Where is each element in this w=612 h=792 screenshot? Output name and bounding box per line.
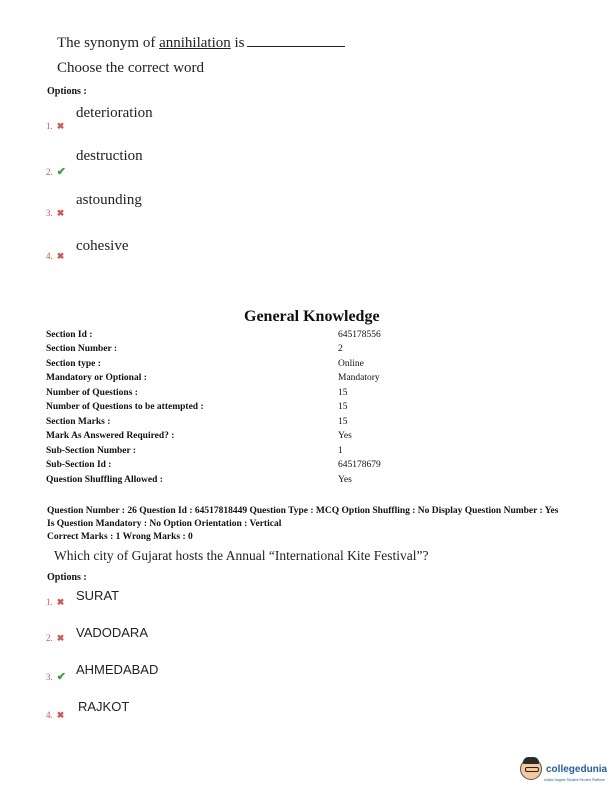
q1-option-3-text: astounding — [76, 192, 142, 208]
subsection-id-label: Sub-Section Id : — [46, 460, 112, 470]
section-title: General Knowledge — [244, 308, 380, 325]
mark-answered-label: Mark As Answered Required? : — [46, 431, 175, 441]
q26-option-4-text: RAJKOT — [78, 699, 130, 714]
q1-option-4-text: cohesive — [76, 238, 129, 254]
logo-wordmark: collegedunia — [546, 763, 608, 775]
collegedunia-logo — [520, 758, 607, 782]
cross-icon: ✖ — [56, 208, 65, 218]
question-26-marks: Correct Marks : 1 Wrong Marks : 0 — [47, 532, 193, 542]
question-1-text — [57, 34, 345, 52]
q1-option-2-number: 2. ✔ — [46, 166, 66, 178]
answer-blank — [247, 34, 345, 47]
section-type-value: Online — [338, 359, 364, 369]
section-id-value: 645178556 — [338, 330, 381, 340]
check-icon: ✔ — [56, 166, 66, 178]
num-questions-value: 15 — [338, 388, 348, 398]
q26-option-2-text: VADODARA — [76, 625, 148, 640]
shuffling-value: Yes — [338, 475, 352, 485]
q26-option-1-number: 1. ✖ — [46, 597, 65, 607]
section-id-label: Section Id : — [46, 330, 93, 340]
q1-option-4-number: 4. ✖ — [46, 251, 65, 261]
cross-icon: ✖ — [56, 710, 65, 720]
question-26-options-label: Options : — [47, 572, 87, 583]
q26-option-1-text: SURAT — [76, 588, 120, 603]
num-attempt-label: Number of Questions to be attempted : — [46, 402, 204, 412]
mandatory-value: Mandatory — [338, 373, 380, 383]
q26-option-4-number: 4. ✖ — [46, 710, 65, 720]
mark-answered-value: Yes — [338, 431, 352, 441]
question-1-options-label: Options : — [47, 86, 87, 97]
section-number-label: Section Number : — [46, 344, 118, 354]
q1-option-1-number: 1. ✖ — [46, 121, 65, 131]
check-icon: ✔ — [56, 671, 66, 683]
q1-option-1-text: deterioration — [76, 105, 153, 121]
subsection-number-label: Sub-Section Number : — [46, 446, 137, 456]
mascot-icon — [520, 758, 542, 780]
logo-tagline: India's largest Student Review Platform — [544, 778, 605, 782]
cross-icon: ✖ — [56, 251, 65, 261]
question-1-prefix: The synonym of — [57, 35, 160, 51]
question-1-suffix: is — [230, 35, 245, 51]
section-number-value: 2 — [338, 344, 343, 354]
cross-icon: ✖ — [56, 597, 65, 607]
question-1-instruction: Choose the correct word — [57, 60, 205, 76]
subsection-id-value: 645178679 — [338, 460, 381, 470]
cross-icon: ✖ — [56, 121, 65, 131]
cross-icon: ✖ — [56, 633, 65, 643]
question-26-info: Question Number : 26 Question Id : 64517818449 Question Type : MCQ Option Shuffling : No Display Question Number : Yes Is Question Mandatory : No Option Orientation : Vertical — [47, 506, 559, 529]
q1-option-3-number: 3. ✖ — [46, 208, 65, 218]
section-type-label: Section type : — [46, 359, 101, 369]
subsection-number-value: 1 — [338, 446, 343, 456]
q26-option-2-number: 2. ✖ — [46, 633, 65, 643]
section-marks-value: 15 — [338, 417, 348, 427]
q26-option-3-text: AHMEDABAD — [76, 662, 159, 677]
num-attempt-value: 15 — [338, 402, 348, 412]
num-questions-label: Number of Questions : — [46, 388, 138, 398]
section-marks-label: Section Marks : — [46, 417, 111, 427]
q26-option-3-number: 3. ✔ — [46, 671, 66, 683]
q1-option-2-text: destruction — [76, 148, 143, 164]
mandatory-label: Mandatory or Optional : — [46, 373, 147, 383]
question-26-text: Which city of Gujarat hosts the Annual “International Kite Festival”? — [54, 548, 429, 563]
shuffling-label: Question Shuffling Allowed : — [46, 475, 163, 485]
question-1-keyword: annihilation — [159, 35, 231, 51]
